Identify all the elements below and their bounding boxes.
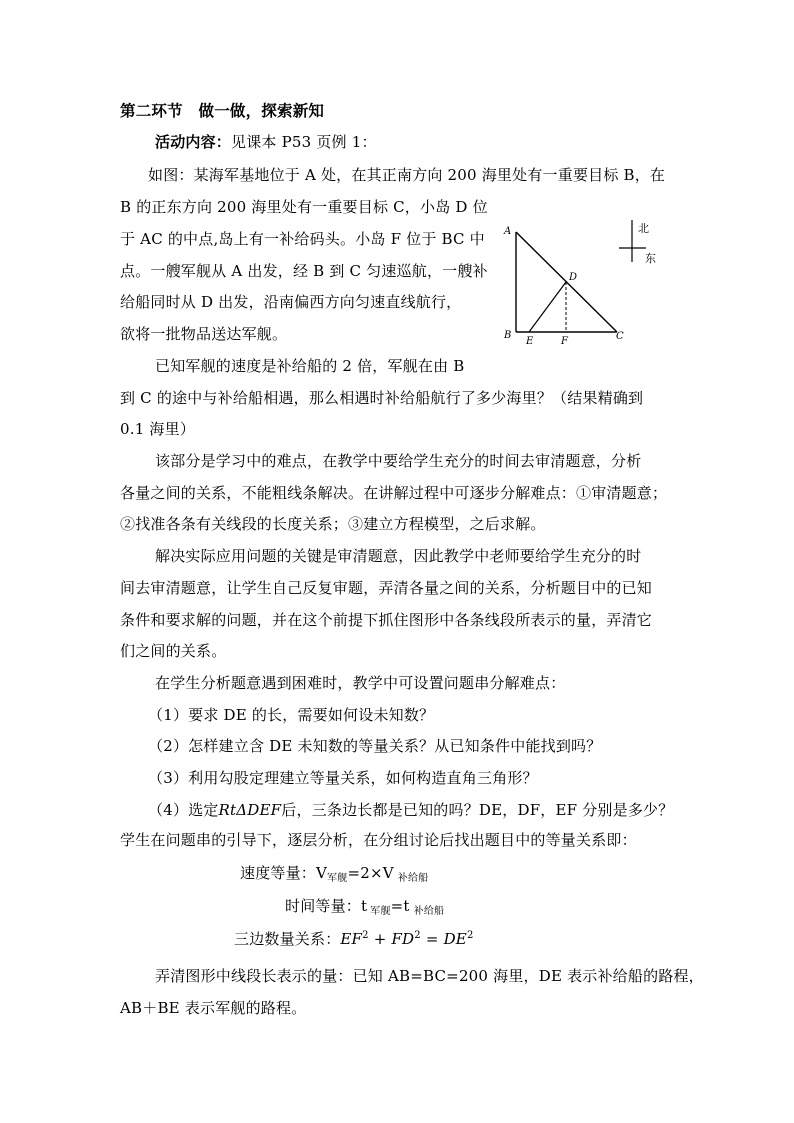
question-1: （1）要求 DE 的长，需要如何设未知数？ — [148, 706, 435, 724]
time-sub2: 补给船 — [413, 906, 445, 917]
problem-line-9: 0.1 海里） — [120, 420, 196, 438]
compass-north-label: 北 — [638, 222, 649, 235]
activity-label: 活动内容： — [155, 133, 232, 151]
point-d-label: D — [569, 272, 578, 283]
speed-v1: V — [316, 864, 328, 882]
sides-de-sq: 2 — [466, 930, 474, 941]
question-4-prefix: （4）选定 — [148, 801, 219, 819]
point-c-label: C — [616, 331, 624, 342]
question-2: （2）怎样建立含 DE 未知数的等量关系？从已知条件中能找到吗？ — [148, 737, 602, 755]
sides-ef-sq: 2 — [362, 930, 369, 941]
question-4-math: RtΔDEF — [218, 801, 282, 819]
sides-fd-sq: 2 — [414, 930, 421, 941]
problem-line-1: 如图：某海军基地位于 A 处，在其正南方向 200 海里处有一重要目标 B，在 — [148, 166, 666, 184]
section-title: 第二环节 做一做，探索新知 — [120, 101, 325, 120]
speed-sub1: 军舰 — [327, 873, 348, 884]
activity-text: 见课本 P53 页例 1： — [231, 133, 377, 151]
sides-ef: EF — [340, 930, 363, 948]
sides-fd: FD — [391, 930, 415, 948]
para4: 学生在问题串的引导下，逐层分析，在分组讨论后找出题目中的等量关系即： — [120, 831, 637, 849]
time-label: 时间等量： — [285, 897, 362, 915]
para2-line-1: 解决实际应用问题的关键是审清题意，因此教学中老师要给学生充分的时 — [155, 547, 642, 565]
para1-line-2: 各量之间的关系，不能粗线条解决。在讲解过程中可逐步分解难点：①审清题意； — [120, 484, 668, 502]
point-b-label: B — [504, 330, 512, 341]
question-4-suffix: 后，三条边长都是已知的吗？DE，DF，EF 分别是多少？ — [281, 801, 674, 819]
compass-east-label: 东 — [645, 252, 656, 265]
sides-plus: + — [368, 930, 392, 948]
para1-line-1: 该部分是学习中的难点，在教学中要给学生充分的时间去审清题意，分析 — [155, 452, 642, 470]
point-a-label: A — [504, 226, 512, 237]
segment-de — [529, 282, 566, 332]
problem-line-4: 点。一艘军舰从 A 出发，经 B 到 C 匀速巡航，一艘补 — [120, 262, 488, 280]
problem-line-5: 给船同时从 D 出发，沿南偏西方向匀速直线航行， — [120, 293, 462, 311]
para1-line-3: ②找准各条有关线段的长度关系；③建立方程模型，之后求解。 — [120, 515, 546, 533]
problem-line-7: 已知军舰的速度是补给船的 2 倍，军舰在由 B — [155, 357, 465, 375]
speed-mid: =2×V — [347, 864, 394, 882]
problem-line-6: 欲将一批物品送达军舰。 — [120, 325, 288, 343]
time-mid: =t — [390, 897, 410, 915]
problem-line-3: 于 AC 的中点,岛上有一补给码头。小岛 F 位于 BC 中 — [120, 230, 485, 248]
activity-line — [155, 132, 377, 152]
question-3: （3）利用勾股定理建立等量关系，如何构造直角三角形？ — [148, 769, 538, 787]
speed-label: 速度等量： — [240, 864, 317, 882]
point-e-label: E — [526, 336, 534, 347]
triangle-figure — [495, 215, 675, 347]
question-4 — [148, 800, 673, 820]
time-sub1: 军舰 — [370, 906, 391, 917]
speed-equation — [240, 863, 428, 886]
time-equation — [285, 896, 444, 919]
problem-line-2: B 的正东方向 200 海里处有一重要目标 C，小岛 D 位 — [120, 198, 488, 216]
time-t1: t — [361, 897, 368, 915]
sides-eq: = — [420, 930, 444, 948]
problem-line-8: 到 C 的途中与补给船相遇，那么相遇时补给船航行了多少海里？（结果精确到 — [120, 389, 644, 407]
sides-de: DE — [443, 930, 467, 948]
point-f-label: F — [561, 336, 568, 347]
para2-line-3: 条件和要求解的问题，并在这个前提下抓住图形中各条线段所表示的量，弄清它 — [120, 611, 653, 629]
para2-line-2: 间去审清题意，让学生自己反复审题，弄清各量之间的关系，分析题目中的已知 — [120, 579, 653, 597]
sides-label: 三边数量关系： — [234, 930, 341, 948]
para5-line-1: 弄清图形中线段长表示的量：已知 AB=BC=200 海里，DE 表示补给船的路程， — [155, 967, 704, 985]
para3: 在学生分析题意遇到困难时，教学中可设置问题串分解难点： — [155, 674, 566, 692]
para2-line-4: 们之间的关系。 — [120, 642, 227, 660]
speed-sub2: 补给船 — [397, 873, 429, 884]
sides-equation — [234, 929, 474, 952]
para5-line-2: AB＋BE 表示军舰的路程。 — [120, 999, 307, 1017]
